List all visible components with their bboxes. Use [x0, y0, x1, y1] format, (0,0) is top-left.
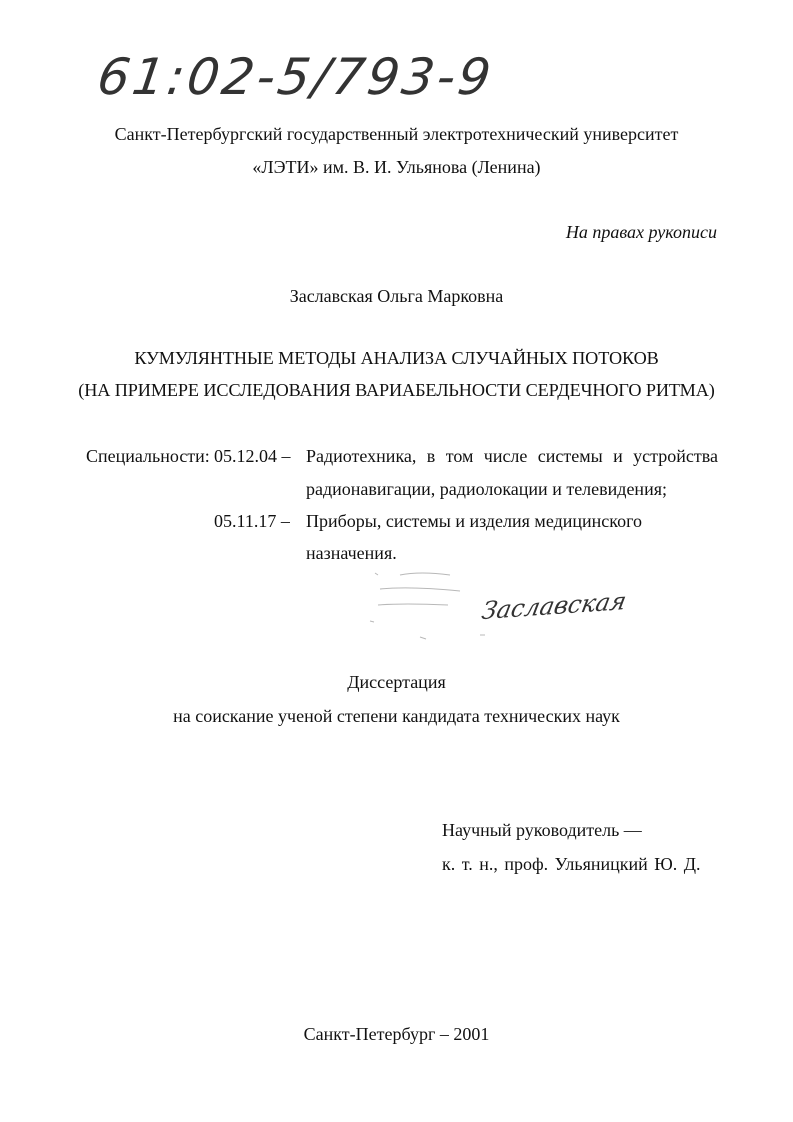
specialty-description: Приборы, системы и изделия медицинского: [306, 511, 643, 531]
university-abbrev: «ЛЭТИ» им. В. И. Ульянова (Ленина): [252, 157, 541, 177]
handwritten-archive-code: 61:02-5/793-9: [93, 48, 498, 106]
degree-statement: на соискание ученой степени кандидата технических наук: [173, 706, 620, 726]
specialty-description: радионавигации, радиолокации и телевидения;: [306, 479, 667, 499]
author-name: Заславская Ольга Марковна: [289, 286, 504, 306]
city-year: Санкт-Петербург – 2001: [303, 1024, 490, 1044]
specialty-description: Радиотехника, в том числе системы и устройства: [306, 446, 718, 466]
university-name: Санкт-Петербургский государственный электротехнический университет: [114, 124, 679, 144]
author-signature: Заславская: [479, 586, 629, 626]
rights-note: На правах рукописи: [565, 222, 717, 242]
specialties-label: Специальности:: [86, 446, 210, 466]
specialty-code: 05.11.17 –: [214, 511, 290, 531]
thesis-title-line2: (НА ПРИМЕРЕ ИССЛЕДОВАНИЯ ВАРИАБЕЛЬНОСТИ СЕРДЕЧНОГО РИТМА): [78, 380, 715, 400]
specialty-code: 05.12.04 –: [214, 446, 291, 466]
supervisor-label: Научный руководитель —: [442, 820, 642, 840]
specialty-description: назначения.: [306, 543, 397, 563]
thesis-title-line1: КУМУЛЯНТНЫЕ МЕТОДЫ АНАЛИЗА СЛУЧАЙНЫХ ПОТОКОВ: [134, 348, 659, 368]
dissertation-label: Диссертация: [347, 672, 446, 692]
supervisor-name: к. т. н., проф. Ульяницкий Ю. Д.: [442, 854, 701, 874]
